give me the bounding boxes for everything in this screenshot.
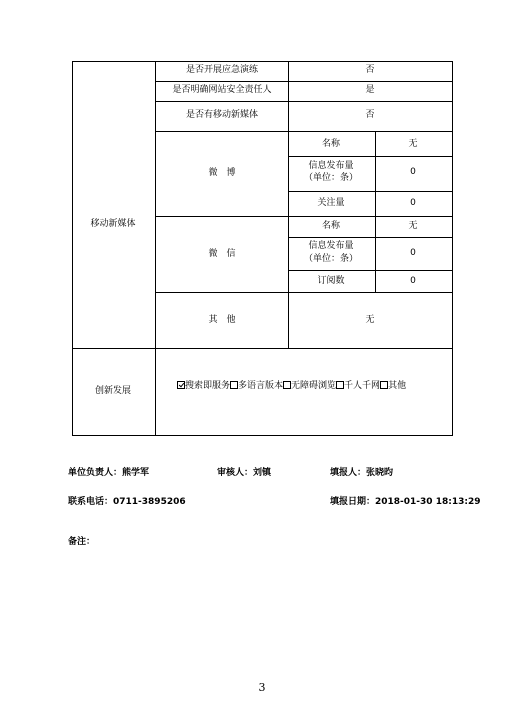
innovation-option[interactable]: 其他	[380, 378, 406, 391]
checkbox-icon[interactable]	[230, 381, 238, 389]
row-line-weibo-2	[288, 191, 453, 192]
checkbox-icon[interactable]	[380, 381, 388, 389]
wechat-posts-label-2: （单位：条）	[303, 254, 359, 264]
other-value: 无	[365, 315, 375, 325]
phone-text: 联系电话：0711-3895206	[68, 497, 186, 507]
wechat-posts-value: 0	[410, 248, 416, 258]
col-divider-2-top	[288, 61, 289, 131]
innovation-section-label: 创新发展	[94, 386, 132, 396]
checkbox-icon[interactable]	[336, 381, 344, 389]
filler-text: 填报人：张晓昀	[330, 468, 394, 478]
page-number: 3	[258, 681, 266, 694]
innovation-option[interactable]: 多语言版本	[230, 378, 283, 391]
row-line-weibo-end	[155, 216, 453, 217]
table-top-border	[72, 61, 453, 62]
remarks-text: 备注：	[68, 537, 96, 547]
row-line-2	[155, 101, 453, 102]
date-text: 填报日期：2018-01-30 18:13:29	[330, 497, 481, 507]
table-bottom-border	[72, 435, 453, 436]
weibo-follow-label: 关注量	[317, 198, 345, 208]
wechat-subs-label: 订阅数	[317, 276, 345, 286]
checkbox-checked-icon[interactable]	[177, 381, 185, 389]
emergency-drill-label: 是否开展应急演练	[185, 65, 259, 75]
wechat-posts-label-1: 信息发布量	[308, 241, 354, 251]
table-right-border	[452, 61, 453, 436]
row-line-wechat-1	[288, 237, 453, 238]
innovation-option[interactable]: 无障碍浏览	[283, 378, 336, 391]
row-line-3	[155, 131, 453, 132]
table-left-border	[72, 61, 73, 436]
reviewer-text: 审核人：刘镇	[217, 468, 272, 478]
col-divider-1	[155, 61, 156, 436]
weibo-label: 微 博	[208, 168, 236, 178]
weibo-name-label: 名称	[321, 139, 341, 149]
weibo-follow-value: 0	[410, 198, 416, 208]
wechat-subs-value: 0	[410, 276, 416, 286]
security-owner-value: 是	[365, 85, 375, 95]
mobile-media-section-label: 移动新媒体	[90, 219, 136, 229]
wechat-name-label: 名称	[321, 221, 341, 231]
row-line-weibo-1	[288, 156, 453, 157]
row-line-wechat-2	[288, 270, 453, 271]
row-line-mobile-end	[72, 348, 453, 349]
security-owner-label: 是否明确网站安全责任人	[172, 85, 272, 95]
weibo-posts-label-2: （单位：条）	[303, 173, 359, 183]
has-mobile-media-label: 是否有移动新媒体	[185, 110, 259, 120]
wechat-label: 微 信	[208, 249, 236, 259]
owner-text: 单位负责人：熊学军	[68, 468, 150, 478]
emergency-drill-value: 否	[365, 65, 375, 75]
wechat-name-value: 无	[408, 221, 418, 231]
weibo-name-value: 无	[408, 139, 418, 149]
row-line-wechat-end	[155, 292, 453, 293]
other-label: 其 他	[208, 315, 236, 325]
innovation-options	[177, 378, 406, 391]
checkbox-icon[interactable]	[283, 381, 291, 389]
has-mobile-media-value: 否	[365, 110, 375, 120]
innovation-option[interactable]: 搜索即服务	[177, 378, 230, 391]
weibo-posts-value: 0	[410, 167, 416, 177]
weibo-posts-label-1: 信息发布量	[308, 161, 354, 171]
col-divider-2-other	[288, 292, 289, 349]
innovation-option[interactable]: 千人千网	[336, 378, 380, 391]
row-line-1	[155, 81, 453, 82]
